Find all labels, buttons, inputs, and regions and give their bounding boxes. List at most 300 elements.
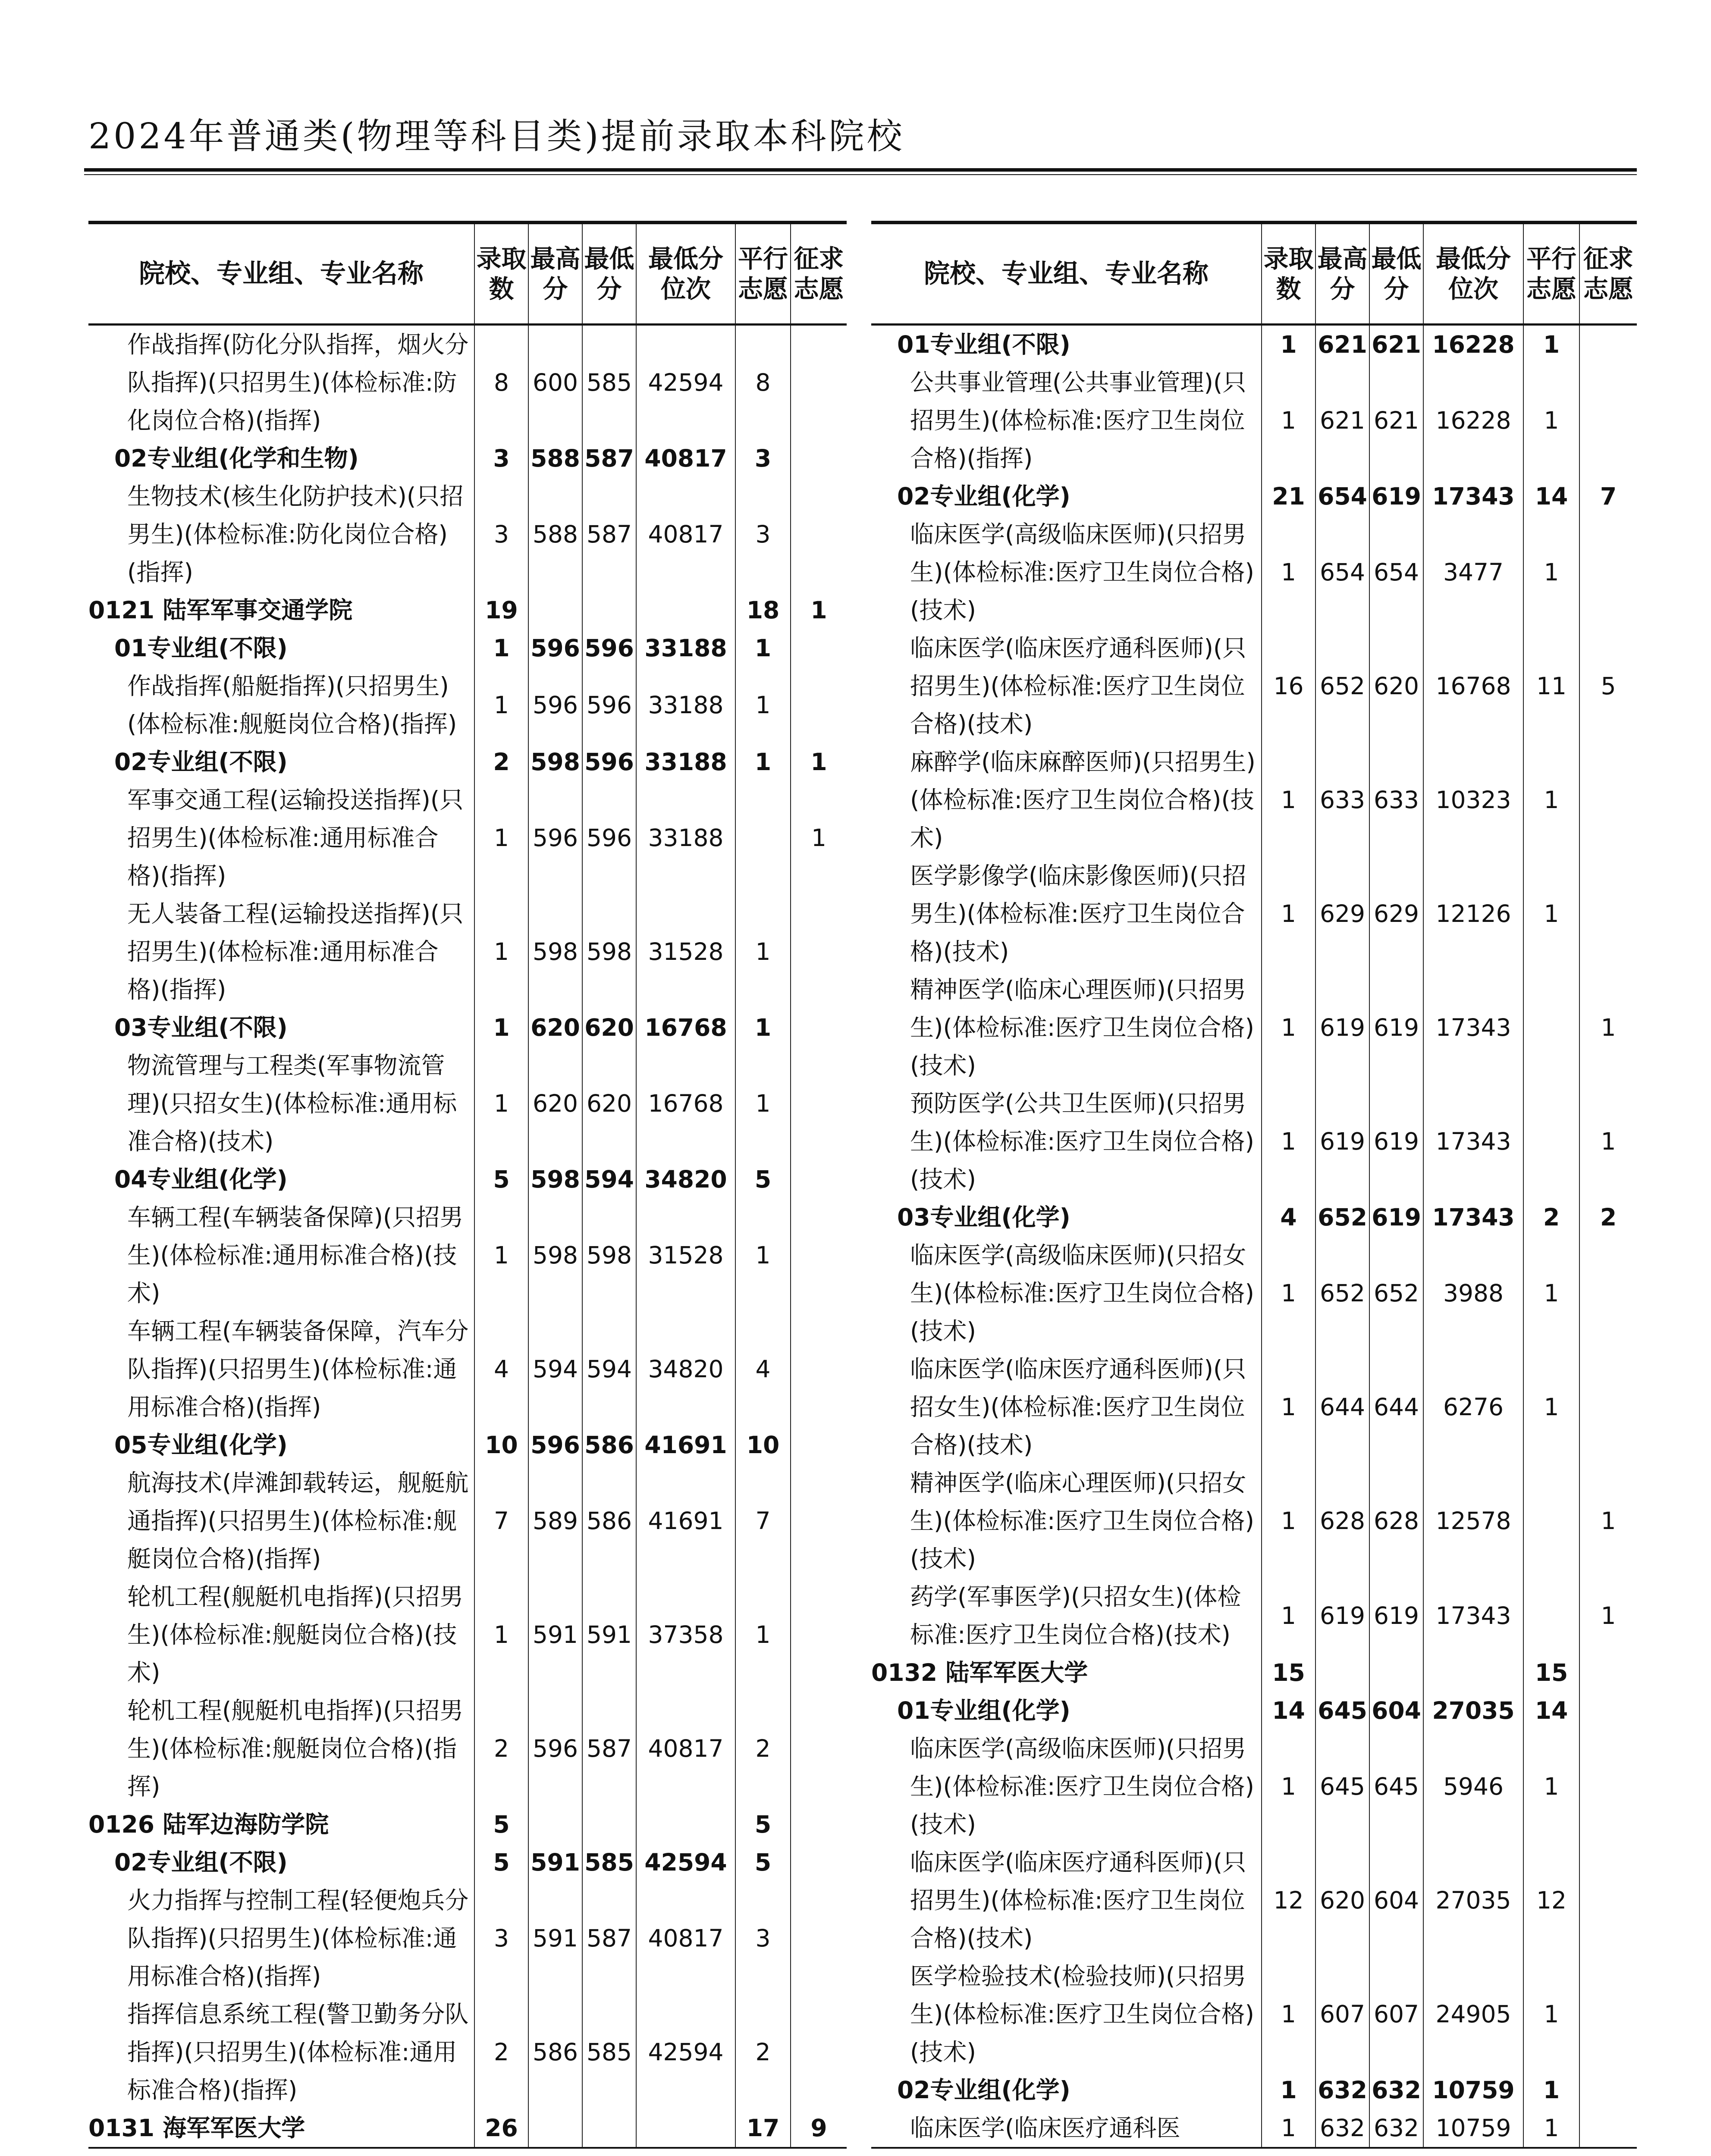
parallel-cell: 14 (1523, 477, 1579, 515)
min-score-cell: 598 (582, 895, 636, 1009)
min-rank-cell: 17343 (1423, 971, 1523, 1084)
solicit-cell (1579, 2071, 1637, 2109)
major-name: 轮机工程(舰艇机电指挥)(只招男生)(体检标准:舰艇岗位合格)(技术) (127, 1583, 464, 1686)
admitted-cell: 19 (474, 591, 528, 629)
group-row (88, 1160, 847, 1198)
parallel-cell: 1 (1523, 515, 1579, 629)
major-name: 临床医学(高级临床医师)(只招男生)(体检标准:医疗卫生岗位合格)(技术) (910, 1734, 1254, 1838)
admitted-cell: 1 (1262, 1084, 1315, 1198)
min-rank-cell: 3988 (1423, 1236, 1523, 1350)
admitted-cell: 21 (1262, 477, 1315, 515)
admitted-cell: 26 (474, 2109, 528, 2148)
major-name: 预防医学(公共卫生医师)(只招男生)(体检标准:医疗卫生岗位合格)(技术) (910, 1089, 1254, 1193)
admitted-cell: 2 (474, 1995, 528, 2109)
min-score-cell: 585 (582, 324, 636, 439)
min-score-cell (582, 591, 636, 629)
solicit-cell (791, 1578, 847, 1692)
solicit-cell (791, 895, 847, 1009)
group-name: 02专业组(不限) (114, 1848, 288, 1876)
major-row (88, 1047, 847, 1160)
major-row (88, 895, 847, 1009)
min-rank-cell: 40817 (636, 439, 735, 477)
admitted-cell: 7 (474, 1464, 528, 1578)
max-score-cell: 628 (1315, 1464, 1369, 1578)
min-score-cell: 594 (582, 1160, 636, 1198)
min-score-cell: 619 (1369, 477, 1423, 515)
min-score-cell: 652 (1369, 1236, 1423, 1350)
parallel-cell: 1 (735, 667, 791, 743)
min-score-cell: 596 (582, 629, 636, 667)
header-name: 院校、专业组、专业名称 (139, 258, 424, 289)
group-name: 01专业组(不限) (897, 330, 1071, 358)
admitted-cell: 1 (474, 1578, 528, 1692)
group-name: 04专业组(化学) (114, 1165, 288, 1193)
major-row (871, 1236, 1637, 1350)
min-rank-cell: 16228 (1423, 364, 1523, 477)
admitted-cell: 2 (474, 1692, 528, 1805)
header-parallel: 平行 志愿 (1523, 222, 1579, 324)
min-rank-cell: 42594 (636, 1995, 735, 2109)
min-rank-cell: 16768 (636, 1009, 735, 1047)
solicit-cell (1579, 743, 1637, 857)
table-header-row (88, 222, 847, 324)
min-score-cell: 645 (1369, 1730, 1423, 1843)
major-row (871, 857, 1637, 971)
solicit-cell (791, 1881, 847, 1995)
parallel-cell: 5 (735, 1843, 791, 1881)
school-name: 0121 陆军军事交通学院 (88, 596, 353, 624)
major-name: 临床医学(临床医疗通科医师)(只招男生)(体检标准:医疗卫生岗位合格)(技术) (910, 1848, 1246, 1952)
admitted-cell: 8 (474, 324, 528, 439)
group-row (88, 743, 847, 781)
solicit-cell (791, 1160, 847, 1198)
major-name: 作战指挥(防化分队指挥，烟火分队指挥)(只招男生)(体检标准:防化岗位合格)(指挥) (127, 330, 469, 434)
parallel-cell: 7 (735, 1464, 791, 1578)
header-min-score: 最低 分 (582, 222, 636, 324)
solicit-cell (791, 1009, 847, 1047)
group-name: 02专业组(化学和生物) (114, 444, 359, 472)
max-score-cell (1315, 1654, 1369, 1692)
solicit-cell (791, 324, 847, 439)
max-score-cell: 586 (528, 1995, 582, 2109)
min-rank-cell: 10759 (1423, 2109, 1523, 2148)
min-score-cell: 619 (1369, 1578, 1423, 1654)
school-row (88, 591, 847, 629)
admission-table-right (871, 221, 1637, 2149)
page-title: 2024年普通类(物理等科目类)提前录取本科院校 (88, 116, 905, 157)
max-score-cell: 596 (528, 1426, 582, 1464)
major-name: 轮机工程(舰艇机电指挥)(只招男生)(体检标准:舰艇岗位合格)(指挥) (127, 1696, 464, 1800)
admitted-cell: 1 (1262, 324, 1315, 364)
solicit-cell: 1 (1579, 1464, 1637, 1578)
major-row (871, 1464, 1637, 1578)
max-score-cell: 645 (1315, 1730, 1369, 1843)
min-score-cell: 594 (582, 1312, 636, 1426)
school-name: 0126 陆军边海防学院 (88, 1810, 329, 1838)
admitted-cell: 5 (474, 1843, 528, 1881)
max-score-cell: 591 (528, 1881, 582, 1995)
header-admitted: 录取 数 (474, 222, 528, 324)
parallel-cell: 1 (1523, 364, 1579, 477)
major-name: 临床医学(临床医疗通科医师)(只招女生)(体检标准:医疗卫生岗位合格)(技术) (910, 1355, 1246, 1459)
group-name: 03专业组(化学) (897, 1203, 1071, 1231)
major-name: 军事交通工程(运输投送指挥)(只招男生)(体检标准:通用标准合格)(指挥) (127, 786, 464, 890)
max-score-cell: 591 (528, 1843, 582, 1881)
header-solicit: 征求 志愿 (791, 222, 847, 324)
major-row (871, 971, 1637, 1084)
major-row (88, 1578, 847, 1692)
admitted-cell: 3 (474, 439, 528, 477)
min-score-cell: 591 (582, 1578, 636, 1692)
max-score-cell: 619 (1315, 1084, 1369, 1198)
min-rank-cell: 31528 (636, 1198, 735, 1312)
parallel-cell: 5 (735, 1805, 791, 1843)
min-rank-cell (1423, 1654, 1523, 1692)
min-score-cell: 629 (1369, 857, 1423, 971)
major-row (88, 324, 847, 439)
major-row (88, 781, 847, 895)
parallel-cell: 14 (1523, 1692, 1579, 1730)
min-score-cell: 596 (582, 743, 636, 781)
school-row (88, 1805, 847, 1843)
major-name: 医学检验技术(检验技师)(只招男生)(体检标准:医疗卫生岗位合格)(技术) (910, 1962, 1254, 2066)
admitted-cell: 14 (1262, 1692, 1315, 1730)
solicit-cell: 1 (791, 743, 847, 781)
solicit-cell: 1 (791, 591, 847, 629)
min-score-cell: 633 (1369, 743, 1423, 857)
parallel-cell (1523, 971, 1579, 1084)
parallel-cell: 1 (1523, 743, 1579, 857)
min-score-cell: 621 (1369, 364, 1423, 477)
solicit-cell (1579, 364, 1637, 477)
max-score-cell: 596 (528, 629, 582, 667)
min-rank-cell: 40817 (636, 1881, 735, 1995)
major-name: 临床医学(临床医疗通科医师)(只招男生)(体检标准:医疗卫生岗位合格)(技术) (910, 634, 1246, 738)
major-name: 车辆工程(车辆装备保障，汽车分队指挥)(只招男生)(体检标准:通用标准合格)(指挥) (127, 1317, 469, 1421)
parallel-cell (1523, 1084, 1579, 1198)
solicit-cell (791, 1995, 847, 2109)
min-score-cell: 587 (582, 1692, 636, 1805)
solicit-cell (791, 1692, 847, 1805)
solicit-cell: 5 (1579, 629, 1637, 743)
min-rank-cell: 34820 (636, 1160, 735, 1198)
min-rank-cell: 31528 (636, 895, 735, 1009)
admitted-cell: 4 (474, 1312, 528, 1426)
major-name: 精神医学(临床心理医师)(只招男生)(体检标准:医疗卫生岗位合格)(技术) (910, 975, 1254, 1079)
min-rank-cell: 42594 (636, 1843, 735, 1881)
group-name: 02专业组(化学) (897, 2076, 1071, 2104)
parallel-cell: 10 (735, 1426, 791, 1464)
major-name: 生物技术(核生化防护技术)(只招男生)(体检标准:防化岗位合格)(指挥) (127, 482, 464, 586)
admitted-cell: 3 (474, 477, 528, 591)
max-score-cell: 598 (528, 895, 582, 1009)
min-rank-cell: 34820 (636, 1312, 735, 1426)
max-score-cell: 645 (1315, 1692, 1369, 1730)
major-row (88, 1198, 847, 1312)
parallel-cell: 17 (735, 2109, 791, 2148)
solicit-cell (1579, 1843, 1637, 1957)
major-name: 麻醉学(临床麻醉医师)(只招男生)(体检标准:医疗卫生岗位合格)(技术) (910, 748, 1256, 852)
max-score-cell: 629 (1315, 857, 1369, 971)
max-score-cell (528, 1805, 582, 1843)
solicit-cell (791, 477, 847, 591)
admitted-cell: 1 (474, 629, 528, 667)
major-name: 临床医学(高级临床医师)(只招男生)(体检标准:医疗卫生岗位合格)(技术) (910, 520, 1254, 624)
min-rank-cell: 16228 (1423, 324, 1523, 364)
max-score-cell: 596 (528, 1692, 582, 1805)
admitted-cell: 3 (474, 1881, 528, 1995)
max-score-cell: 633 (1315, 743, 1369, 857)
group-name: 02专业组(化学) (897, 482, 1071, 510)
header-max-score: 最高 分 (1315, 222, 1369, 324)
min-score-cell: 585 (582, 1995, 636, 2109)
header-max-score: 最高 分 (528, 222, 582, 324)
admitted-cell: 1 (474, 895, 528, 1009)
admitted-cell: 2 (474, 743, 528, 781)
min-score-cell: 607 (1369, 1957, 1423, 2071)
parallel-cell: 2 (735, 1692, 791, 1805)
major-name: 临床医学(临床医疗通科医 (910, 2114, 1180, 2142)
max-score-cell: 598 (528, 1198, 582, 1312)
admitted-cell: 1 (1262, 1730, 1315, 1843)
max-score-cell: 620 (528, 1047, 582, 1160)
major-row (871, 1578, 1637, 1654)
solicit-cell: 1 (1579, 971, 1637, 1084)
parallel-cell: 1 (1523, 1350, 1579, 1464)
parallel-cell: 1 (1523, 857, 1579, 971)
group-row (88, 1426, 847, 1464)
major-name: 药学(军事医学)(只招女生)(体检标准:医疗卫生岗位合格)(技术) (910, 1583, 1241, 1648)
solicit-cell (1579, 1654, 1637, 1692)
admission-table-left (88, 221, 847, 2149)
solicit-cell (791, 1312, 847, 1426)
major-name: 医学影像学(临床影像医师)(只招男生)(体检标准:医疗卫生岗位合格)(技术) (910, 862, 1246, 965)
parallel-cell: 5 (735, 1160, 791, 1198)
parallel-cell: 1 (1523, 324, 1579, 364)
min-score-cell: 598 (582, 1198, 636, 1312)
group-row (871, 1692, 1637, 1730)
major-name: 临床医学(高级临床医师)(只招女生)(体检标准:医疗卫生岗位合格)(技术) (910, 1241, 1254, 1345)
admitted-cell: 1 (1262, 1957, 1315, 2071)
parallel-cell: 11 (1523, 629, 1579, 743)
admitted-cell: 1 (474, 1047, 528, 1160)
min-rank-cell: 16768 (636, 1047, 735, 1160)
max-score-cell: 620 (1315, 1843, 1369, 1957)
min-score-cell: 587 (582, 439, 636, 477)
admitted-cell: 5 (474, 1160, 528, 1198)
major-row (871, 2109, 1637, 2148)
table-header-row (871, 222, 1637, 324)
solicit-cell (1579, 2109, 1637, 2148)
solicit-cell (1579, 1236, 1637, 1350)
admitted-cell: 15 (1262, 1654, 1315, 1692)
min-rank-cell: 40817 (636, 1692, 735, 1805)
group-row (88, 1843, 847, 1881)
min-score-cell: 628 (1369, 1464, 1423, 1578)
max-score-cell: 598 (528, 743, 582, 781)
parallel-cell: 15 (1523, 1654, 1579, 1692)
admitted-cell: 1 (1262, 743, 1315, 857)
min-rank-cell: 6276 (1423, 1350, 1523, 1464)
min-score-cell: 621 (1369, 324, 1423, 364)
parallel-cell: 3 (735, 1881, 791, 1995)
max-score-cell: 594 (528, 1312, 582, 1426)
max-score-cell: 588 (528, 477, 582, 591)
min-score-cell: 632 (1369, 2109, 1423, 2148)
major-row (871, 1084, 1637, 1198)
min-rank-cell: 12578 (1423, 1464, 1523, 1578)
admitted-cell: 1 (474, 1198, 528, 1312)
max-score-cell: 596 (528, 667, 582, 743)
solicit-cell (791, 1426, 847, 1464)
parallel-cell: 18 (735, 591, 791, 629)
group-row (88, 629, 847, 667)
max-score-cell (528, 2109, 582, 2148)
admitted-cell: 1 (1262, 1236, 1315, 1350)
admitted-cell: 1 (1262, 2109, 1315, 2148)
admitted-cell: 1 (474, 1009, 528, 1047)
group-row (871, 2071, 1637, 2109)
min-score-cell: 596 (582, 781, 636, 895)
min-rank-cell (636, 1805, 735, 1843)
admitted-cell: 1 (1262, 1578, 1315, 1654)
admitted-cell: 1 (1262, 857, 1315, 971)
max-score-cell: 632 (1315, 2071, 1369, 2109)
parallel-cell: 12 (1523, 1843, 1579, 1957)
parallel-cell: 1 (1523, 1730, 1579, 1843)
header-name: 院校、专业组、专业名称 (924, 258, 1209, 289)
major-name: 指挥信息系统工程(警卫勤务分队指挥)(只招男生)(体检标准:通用标准合格)(指挥) (127, 2000, 469, 2104)
max-score-cell: 600 (528, 324, 582, 439)
major-row (88, 1881, 847, 1995)
solicit-cell (1579, 1692, 1637, 1730)
min-rank-cell: 17343 (1423, 1578, 1523, 1654)
parallel-cell: 1 (735, 1047, 791, 1160)
major-row (88, 1464, 847, 1578)
min-score-cell: 587 (582, 477, 636, 591)
group-row (871, 324, 1637, 364)
major-name: 无人装备工程(运输投送指挥)(只招男生)(体检标准:通用标准合格)(指挥) (127, 899, 464, 1003)
solicit-cell (791, 629, 847, 667)
min-rank-cell: 10759 (1423, 2071, 1523, 2109)
group-name: 05专业组(化学) (114, 1431, 288, 1459)
max-score-cell: 654 (1315, 477, 1369, 515)
admitted-cell: 1 (1262, 1464, 1315, 1578)
admitted-cell: 1 (1262, 364, 1315, 477)
major-name: 车辆工程(车辆装备保障)(只招男生)(体检标准:通用标准合格)(技术) (127, 1203, 464, 1307)
min-score-cell: 632 (1369, 2071, 1423, 2109)
admitted-cell: 1 (1262, 515, 1315, 629)
min-score-cell (1369, 1654, 1423, 1692)
parallel-cell: 1 (735, 1578, 791, 1692)
parallel-cell: 2 (1523, 1198, 1579, 1236)
parallel-cell: 1 (735, 743, 791, 781)
group-name: 02专业组(不限) (114, 748, 288, 776)
max-score-cell: 607 (1315, 1957, 1369, 2071)
min-score-cell (582, 1805, 636, 1843)
major-name: 物流管理与工程类(军事物流管理)(只招女生)(体检标准:通用标准合格)(技术) (127, 1051, 457, 1155)
header-rule (84, 168, 1637, 172)
major-row (871, 1957, 1637, 2071)
solicit-cell (791, 1843, 847, 1881)
solicit-cell (1579, 857, 1637, 971)
solicit-cell (791, 1805, 847, 1843)
solicit-cell: 9 (791, 2109, 847, 2148)
header-min-rank: 最低分 位次 (1423, 222, 1523, 324)
min-rank-cell: 24905 (1423, 1957, 1523, 2071)
parallel-cell: 3 (735, 477, 791, 591)
min-rank-cell: 5946 (1423, 1730, 1523, 1843)
school-row (88, 2109, 847, 2148)
group-name: 03专业组(不限) (114, 1013, 288, 1041)
min-score-cell: 586 (582, 1464, 636, 1578)
header-min-rank: 最低分 位次 (636, 222, 735, 324)
min-rank-cell: 33188 (636, 743, 735, 781)
school-row (871, 1654, 1637, 1692)
min-score-cell: 620 (582, 1047, 636, 1160)
group-row (88, 1009, 847, 1047)
major-name: 精神医学(临床心理医师)(只招女生)(体检标准:医疗卫生岗位合格)(技术) (910, 1469, 1254, 1573)
solicit-cell (1579, 324, 1637, 364)
min-rank-cell: 17343 (1423, 1084, 1523, 1198)
admitted-cell: 4 (1262, 1198, 1315, 1236)
min-rank-cell: 41691 (636, 1426, 735, 1464)
max-score-cell: 621 (1315, 324, 1369, 364)
min-rank-cell: 41691 (636, 1464, 735, 1578)
parallel-cell: 1 (735, 1009, 791, 1047)
major-row (871, 1843, 1637, 1957)
min-score-cell: 654 (1369, 515, 1423, 629)
max-score-cell: 591 (528, 1578, 582, 1692)
max-score-cell: 598 (528, 1160, 582, 1198)
max-score-cell: 596 (528, 781, 582, 895)
solicit-cell (791, 667, 847, 743)
header-solicit: 征求 志愿 (1579, 222, 1637, 324)
min-rank-cell: 3477 (1423, 515, 1523, 629)
max-score-cell: 621 (1315, 364, 1369, 477)
major-row (871, 743, 1637, 857)
major-name: 火力指挥与控制工程(轻便炮兵分队指挥)(只招男生)(体检标准:通用标准合格)(指挥) (127, 1886, 469, 1990)
parallel-cell: 1 (735, 1198, 791, 1312)
max-score-cell: 652 (1315, 1198, 1369, 1236)
min-rank-cell: 16768 (1423, 629, 1523, 743)
min-score-cell: 604 (1369, 1692, 1423, 1730)
min-score-cell: 585 (582, 1843, 636, 1881)
max-score-cell: 654 (1315, 515, 1369, 629)
min-rank-cell: 40817 (636, 477, 735, 591)
solicit-cell: 1 (1579, 1084, 1637, 1198)
major-row (871, 515, 1637, 629)
group-row (871, 1198, 1637, 1236)
group-row (871, 477, 1637, 515)
min-score-cell: 587 (582, 1881, 636, 1995)
min-rank-cell (636, 591, 735, 629)
admitted-cell: 1 (474, 667, 528, 743)
min-rank-cell: 10323 (1423, 743, 1523, 857)
min-score-cell: 644 (1369, 1350, 1423, 1464)
major-row (88, 477, 847, 591)
admitted-cell: 10 (474, 1426, 528, 1464)
admitted-cell: 1 (1262, 1350, 1315, 1464)
admitted-cell: 1 (1262, 2071, 1315, 2109)
solicit-cell: 1 (1579, 1578, 1637, 1654)
admitted-cell: 16 (1262, 629, 1315, 743)
major-row (871, 364, 1637, 477)
solicit-cell (791, 1047, 847, 1160)
header-min-score: 最低 分 (1369, 222, 1423, 324)
school-name: 0131 海军军医大学 (88, 2114, 305, 2142)
parallel-cell (1523, 1578, 1579, 1654)
